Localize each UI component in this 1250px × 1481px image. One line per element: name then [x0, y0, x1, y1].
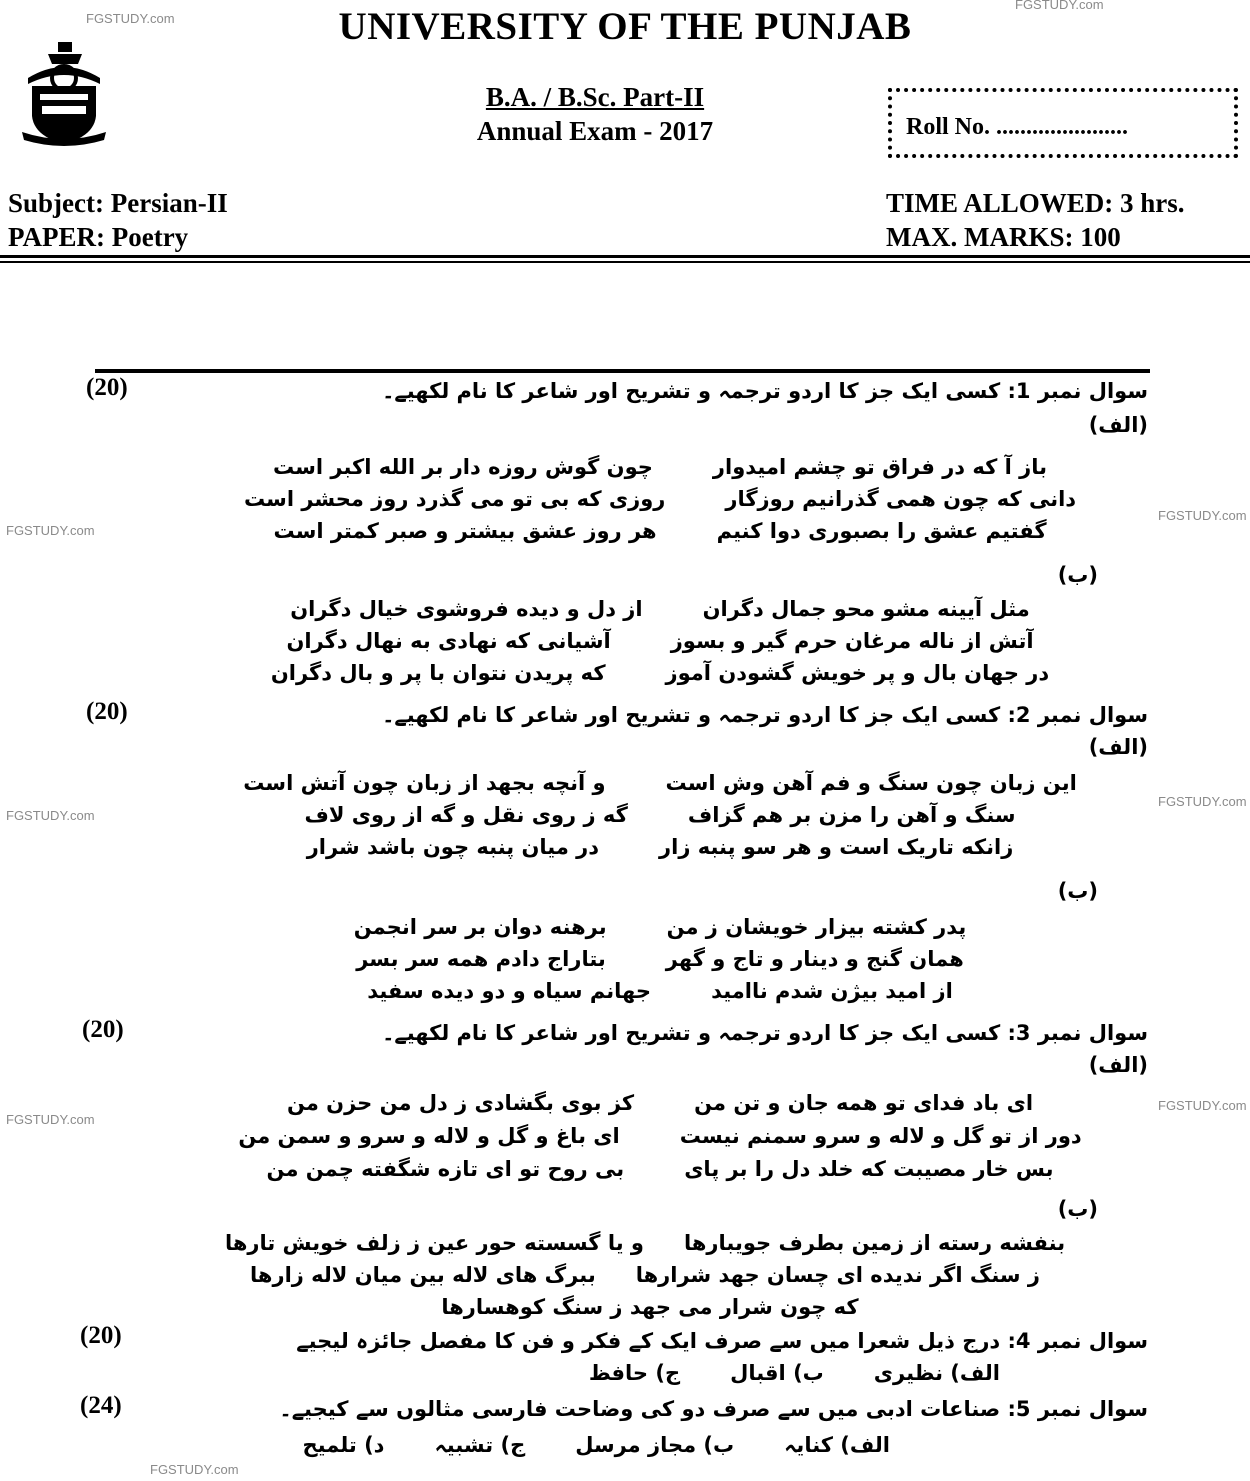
watermark: FGSTUDY.com — [1158, 1098, 1247, 1113]
verse — [170, 832, 1150, 862]
verse — [170, 484, 1150, 514]
verse-second-hemistich: گه ز روی نقل و گه از روی لاف — [304, 803, 628, 827]
option: ب) مجاز مرسل — [575, 1433, 735, 1457]
verse-second-hemistich: و آنچه بجهد از زبان چون آتش است — [243, 771, 606, 795]
watermark: FGSTUDY.com — [1158, 508, 1247, 523]
question-3-heading: سوال نمبر 3: کسی ایک جز کا اردو ترجمہ و تشریح اور شاعر کا نام لکھیے۔ — [382, 1021, 1148, 1045]
watermark: FGSTUDY.com — [150, 1462, 239, 1477]
verse-first-hemistich: دانی که چون همی گذرانیم روزگار — [725, 487, 1077, 511]
verse — [170, 944, 1150, 974]
part-label: (ب) — [1057, 563, 1098, 587]
question-2-marks: (20) — [86, 698, 128, 725]
option: ج) حافظ — [588, 1361, 681, 1385]
header-divider — [0, 255, 1250, 258]
verse-first-hemistich: باز آ که در فراق تو چشم امیدوار — [712, 455, 1048, 479]
verse — [170, 800, 1150, 830]
part-label: (الف) — [1088, 1053, 1148, 1077]
verse-second-hemistich: کز بوی بگشادی ز دل من حزن من — [286, 1091, 635, 1115]
verse-first-hemistich: از امید بیژن شدم ناامید — [711, 979, 953, 1003]
roll-number-field: Roll No. ...................... — [906, 114, 1128, 140]
verse-final-line: که چون شرار می جهد ز سنگ کوهسارها — [441, 1295, 859, 1319]
verse-second-hemistich: بی روح تو ای تازه شگفته چمن من — [266, 1157, 625, 1181]
verse-first-hemistich: بس خار مصیبت که خلد دل را بر پای — [684, 1157, 1054, 1181]
verse-first-hemistich: زانکه تاریک است و هر سو پنبه زار — [659, 835, 1014, 859]
verse-second-hemistich: آشیانی که نهادی به نهال دگران — [286, 629, 611, 653]
verse-first-hemistich: ای باد فدای تو همه جان و تن من — [694, 1091, 1034, 1115]
verse-first-hemistich: در جهان بال و پر خویش گشودن آموز — [665, 661, 1050, 685]
watermark: FGSTUDY.com — [1015, 0, 1104, 12]
option: ج) تشبیہ — [434, 1433, 526, 1457]
question-5-heading: سوال نمبر 5: صناعات ادبی میں سے صرف دو کی وضاحت فارسی مثالوں سے کیجیے۔ — [279, 1397, 1148, 1421]
verse — [170, 452, 1150, 482]
part-label: (ب) — [1057, 879, 1098, 903]
verse — [170, 594, 1150, 624]
verse-second-hemistich: هر روز عشق بیشتر و صبر کمتر است — [273, 519, 657, 543]
question-4-options — [589, 1358, 1000, 1388]
question-5-options — [303, 1430, 890, 1460]
verse — [170, 976, 1150, 1006]
verse — [170, 516, 1150, 546]
verse-first-hemistich: این زبان چون سنگ و فم آهن وش است — [665, 771, 1077, 795]
verse-first-hemistich: بنفشه رسته از زمین بطرف جویبارها — [683, 1231, 1066, 1255]
option: ب) اقبال — [730, 1361, 824, 1385]
section-divider — [95, 369, 1150, 373]
max-marks: MAX. MARKS: 100 — [886, 222, 1121, 252]
verse — [170, 658, 1150, 688]
question-1-heading: سوال نمبر 1: کسی ایک جز کا اردو ترجمہ و تشریح اور شاعر کا نام لکھیے۔ — [382, 379, 1148, 403]
paper-label: PAPER: Poetry — [8, 222, 189, 252]
verse — [140, 1260, 1150, 1290]
time-allowed: TIME ALLOWED: 3 hrs. — [886, 188, 1185, 218]
part-label: (ب) — [1057, 1197, 1098, 1221]
verse-first-hemistich: سنگ و آهن را مزن بر هم گزاف — [687, 803, 1016, 827]
question-1-marks: (20) — [86, 374, 128, 401]
verse-first-hemistich: ز سنگ اگر ندیده ای چسان جهد شرارها — [635, 1263, 1040, 1287]
header-divider — [0, 261, 1250, 263]
question-4-marks: (20) — [80, 1322, 122, 1349]
verse-second-hemistich: و یا گسسته حور عین ز زلف خویش تارها — [224, 1231, 644, 1255]
verse-second-hemistich: روزی که بی تو می گذرد روز محشر است — [243, 487, 666, 511]
verse — [170, 1121, 1150, 1151]
part-label: (الف) — [1088, 735, 1148, 759]
verse — [170, 1154, 1150, 1184]
question-4-heading: سوال نمبر 4: درج ذیل شعرا میں سے صرف ایک کے فکر و فن کا مفصل جائزہ لیجیے — [296, 1329, 1148, 1353]
verse-first-hemistich: دور از تو گل و لاله و سرو سمنم نیست — [679, 1124, 1082, 1148]
exam-title: Annual Exam - 2017 — [476, 116, 714, 146]
option: د) تلمیح — [302, 1433, 385, 1457]
watermark: FGSTUDY.com — [86, 11, 175, 26]
verse-second-hemistich: جهانم سیاه و دو دیده سفید — [367, 979, 652, 1003]
verse — [140, 1228, 1150, 1258]
watermark: FGSTUDY.com — [1158, 794, 1247, 809]
verse-second-hemistich: چون گوش روزه دار بر الله اکبر است — [272, 455, 653, 479]
question-2-heading: سوال نمبر 2: کسی ایک جز کا اردو ترجمہ و تشریح اور شاعر کا نام لکھیے۔ — [382, 703, 1148, 727]
subject-label: Subject: Persian-II — [8, 188, 228, 218]
option: الف) کنایہ — [784, 1433, 890, 1457]
watermark: FGSTUDY.com — [6, 523, 95, 538]
verse-first-hemistich: گفتیم عشق را بصبوری دوا کنیم — [716, 519, 1047, 543]
verse-first-hemistich: مثل آیینه مشو محو جمال دگران — [702, 597, 1030, 621]
verse — [170, 912, 1150, 942]
verse-second-hemistich: که پریدن نتوان با پر و بال دگران — [270, 661, 606, 685]
verse-second-hemistich: در میان پنبه چون باشد شرار — [306, 835, 600, 859]
verse — [170, 1088, 1150, 1118]
verse — [170, 768, 1150, 798]
university-title: UNIVERSITY OF THE PUNJAB — [338, 5, 912, 48]
question-3-marks: (20) — [82, 1016, 124, 1043]
verse-second-hemistich: بتاراج دادم همه سر بسر — [356, 947, 606, 971]
verse-first-hemistich: آتش از ناله مرغان حرم گیر و بسوز — [670, 629, 1034, 653]
university-logo — [18, 38, 110, 150]
watermark: FGSTUDY.com — [6, 1112, 95, 1127]
verse-first-hemistich: پدر کشته بیزار خویشان ز من — [666, 915, 967, 939]
verse-second-hemistich: ببرگ های لاله بین میان لاله زارها — [250, 1263, 596, 1287]
verse-second-hemistich: از دل و دیده فروشوی خیال دگران — [290, 597, 643, 621]
verse-first-hemistich: همان گنج و دینار و تاج و گهر — [665, 947, 964, 971]
verse — [170, 626, 1150, 656]
program-title: B.A. / B.Sc. Part-II — [485, 82, 705, 112]
verse-second-hemistich: ای باغ و گل و لاله و سرو و سمن من — [238, 1124, 620, 1148]
watermark: FGSTUDY.com — [6, 808, 95, 823]
verse-second-hemistich: برهنه دوان بر سر انجمن — [353, 915, 607, 939]
part-label: (الف) — [1088, 413, 1148, 437]
option: الف) نظیری — [873, 1361, 1000, 1385]
question-5-marks: (24) — [80, 1392, 122, 1419]
